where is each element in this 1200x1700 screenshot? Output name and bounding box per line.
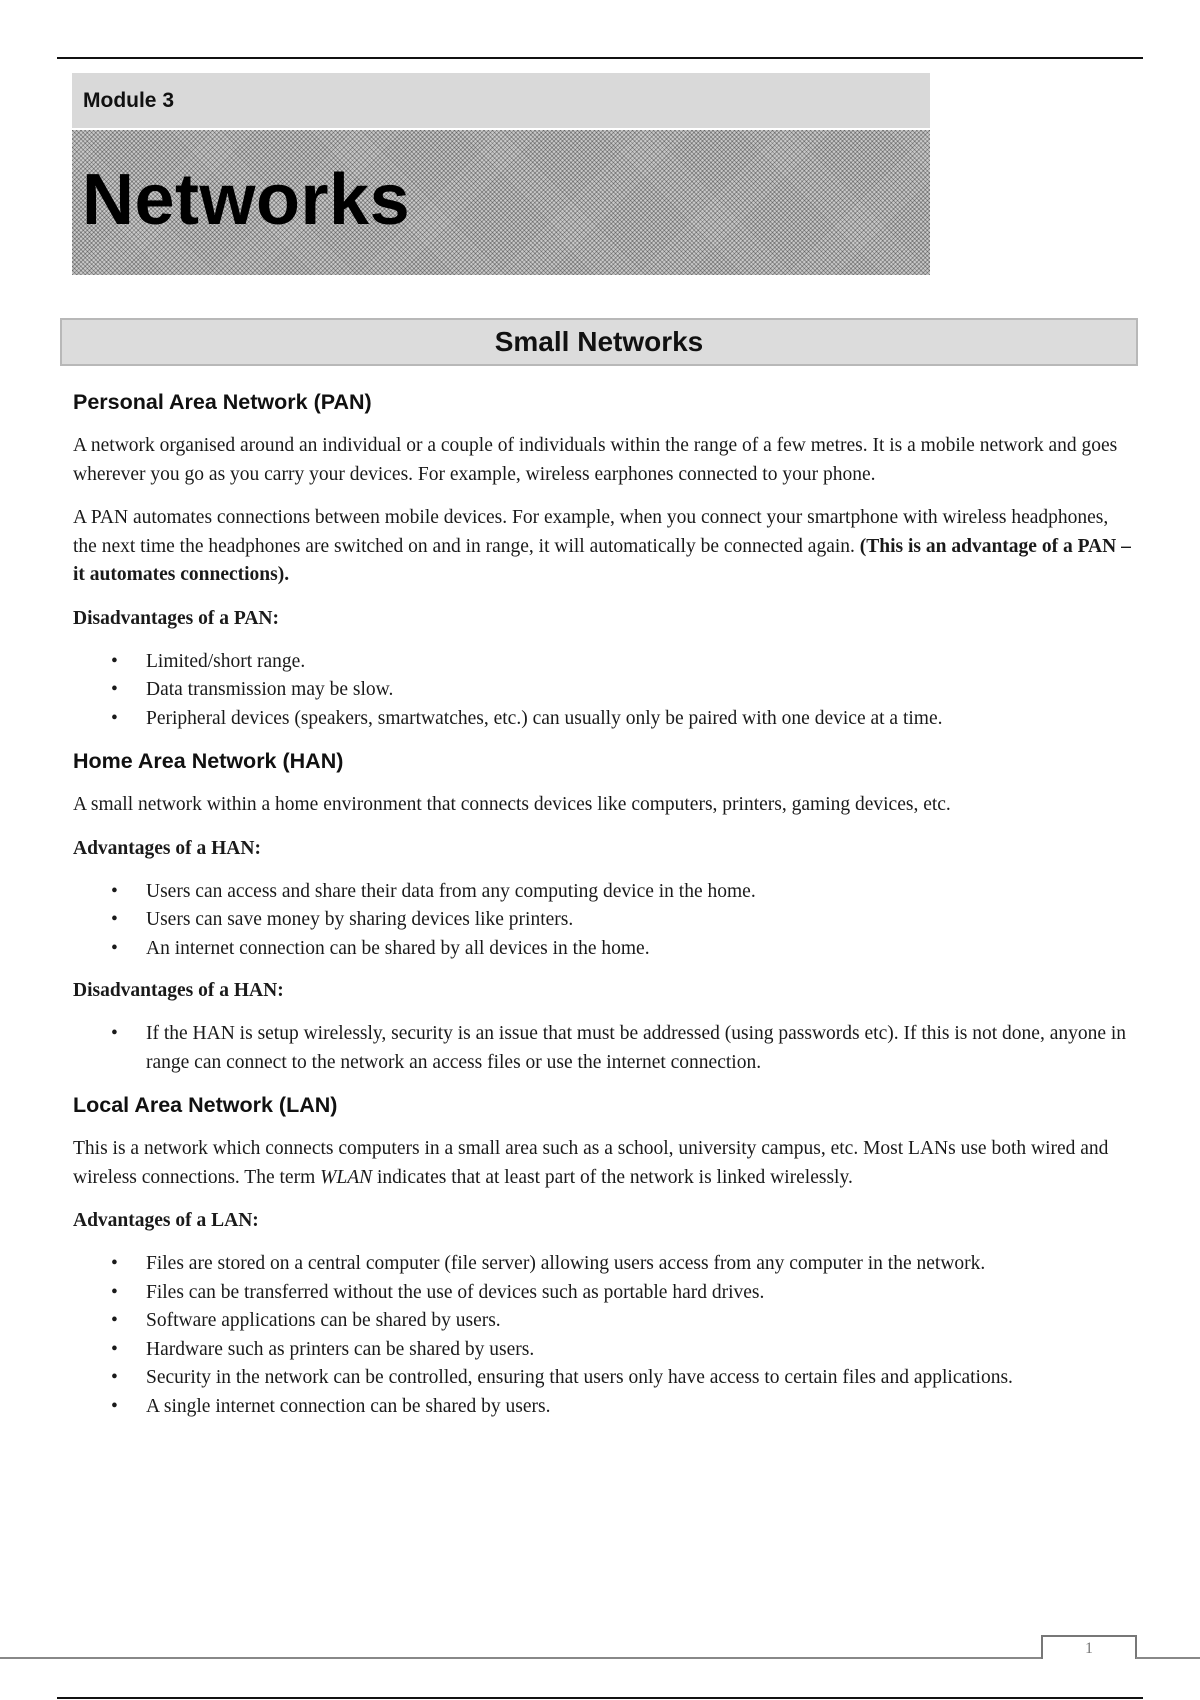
pan-paragraph-2 — [73, 504, 1133, 590]
han-heading: Home Area Network (HAN) — [73, 749, 344, 773]
section-title: Small Networks — [60, 318, 1138, 366]
bullet-icon: • — [111, 937, 118, 959]
module-label: Module 3 — [83, 89, 175, 112]
list-item — [73, 1307, 1133, 1336]
han-advantages-label: Advantages of a HAN: — [73, 837, 261, 859]
list-item-text: Limited/short range. — [146, 650, 306, 672]
list-item — [73, 935, 1133, 964]
lan-advantages-list — [73, 1250, 1133, 1421]
list-item-text: Software applications can be shared by users. — [146, 1310, 501, 1331]
lan-paragraph-1-before: This is a network which connects computers in a small area such as a school, university campus, etc. Most LANs use both wired and wireless connections. The term — [73, 1138, 1109, 1188]
list-item-text: Data transmission may be slow. — [146, 679, 394, 700]
list-item-text: Peripheral devices (speakers, smartwatches, etc.) can usually only be paired with one device at a time. — [146, 707, 943, 729]
bullet-icon: • — [111, 1310, 118, 1331]
pan-disadvantages-label: Disadvantages of a PAN: — [73, 607, 280, 629]
bullet-icon: • — [111, 1395, 118, 1417]
document-body — [73, 388, 1133, 1435]
han-disadvantages-list — [73, 1020, 1133, 1077]
lan-paragraph-1-after: indicates that at least part of the network is linked wirelessly. — [377, 1166, 853, 1188]
list-item — [73, 906, 1133, 935]
list-item — [73, 1364, 1133, 1393]
list-item — [73, 878, 1133, 907]
bullet-icon: • — [111, 1338, 118, 1360]
module-header-band — [72, 73, 930, 128]
list-item-text: An internet connection can be shared by all devices in the home. — [146, 937, 650, 959]
pan-paragraph-1: A network organised around an individual or a couple of individuals within the range of a few metres. It is a mobile network and goes wherever you go as you carry your devices. For example, wireless earphones connected to your phone. — [73, 435, 1118, 485]
pan-paragraph-2-bold: (This is an advantage of a PAN – it automates connections). — [73, 535, 1131, 585]
footer-rule-right — [1136, 1657, 1200, 1659]
list-item — [73, 1279, 1133, 1308]
list-item-text: A single internet connection can be shared by users. — [146, 1395, 551, 1417]
list-item — [73, 648, 1133, 677]
bullet-icon: • — [111, 880, 118, 902]
page-number: 1 — [1041, 1635, 1137, 1659]
pan-heading: Personal Area Network (PAN) — [73, 390, 372, 414]
list-item — [73, 1336, 1133, 1365]
han-paragraph-1: A small network within a home environment that connects devices like computers, printers, gaming devices, etc. — [73, 794, 951, 815]
bullet-icon: • — [111, 650, 118, 672]
list-item-text: Security in the network can be controlled, ensuring that users only have access to certain files and applications. — [146, 1367, 1013, 1388]
list-item-text: Users can save money by sharing devices like printers. — [146, 909, 574, 930]
pan-disadvantages-list — [73, 648, 1133, 734]
list-item-text: If the HAN is setup wirelessly, security is an issue that must be addressed (using passwords etc). If this is not done, anyone in range can connect to the network an access files or use the internet connection. — [146, 1023, 1127, 1073]
lan-heading: Local Area Network (LAN) — [73, 1093, 338, 1117]
list-item-text: Users can access and share their data from any computing device in the home. — [146, 880, 756, 902]
bullet-icon: • — [111, 679, 118, 700]
pan-paragraph-2-text: A PAN automates connections between mobile devices. For example, when you connect your smartphone with wireless headphones, the next time the headphones are switched on and in range, it will automatically be connected again. — [73, 507, 1109, 557]
han-disadvantages-label: Disadvantages of a HAN: — [73, 980, 284, 1001]
bullet-icon: • — [111, 1281, 118, 1303]
list-item — [73, 676, 1133, 705]
bottom-rule — [57, 1697, 1143, 1699]
footer-rule-left — [0, 1657, 1042, 1659]
list-item-text: Hardware such as printers can be shared by users. — [146, 1338, 535, 1360]
lan-wlan-term: WLAN — [320, 1166, 373, 1188]
list-item-text: Files are stored on a central computer (file server) allowing users access from any computer in the network. — [146, 1253, 986, 1274]
bullet-icon: • — [111, 909, 118, 930]
bullet-icon: • — [111, 707, 118, 729]
lan-advantages-label: Advantages of a LAN: — [73, 1210, 259, 1231]
bullet-icon: • — [111, 1253, 118, 1274]
han-advantages-list — [73, 878, 1133, 964]
title-band — [72, 130, 930, 275]
lan-paragraph-1 — [73, 1135, 1133, 1192]
list-item — [73, 1393, 1133, 1422]
list-item-text: Files can be transferred without the use of devices such as portable hard drives. — [146, 1281, 765, 1303]
bullet-icon: • — [111, 1367, 118, 1388]
list-item — [73, 1020, 1133, 1077]
list-item — [73, 705, 1133, 734]
page-title: Networks — [82, 160, 411, 240]
bullet-icon: • — [111, 1023, 118, 1044]
top-rule — [57, 57, 1143, 59]
list-item — [73, 1250, 1133, 1279]
